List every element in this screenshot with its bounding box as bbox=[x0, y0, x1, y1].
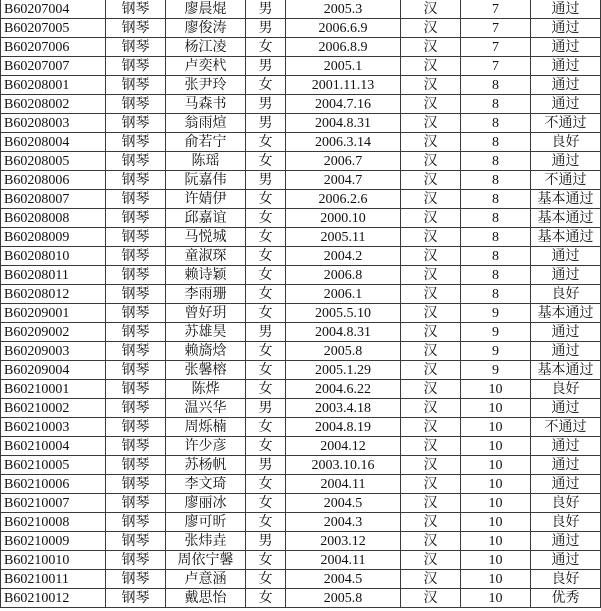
instrument-cell: 钢琴 bbox=[106, 133, 166, 152]
ethnicity-cell: 汉 bbox=[401, 570, 461, 589]
instrument-cell: 钢琴 bbox=[106, 532, 166, 551]
gender-cell: 男 bbox=[246, 95, 286, 114]
instrument-cell: 钢琴 bbox=[106, 114, 166, 133]
birthdate-cell: 2005.1 bbox=[286, 57, 401, 76]
table-row bbox=[1, 114, 601, 133]
exam-id-cell: B60208007 bbox=[1, 190, 106, 209]
level-cell: 10 bbox=[461, 551, 531, 570]
table-row bbox=[1, 266, 601, 285]
ethnicity-cell: 汉 bbox=[401, 437, 461, 456]
name-cell: 廖俊涛 bbox=[166, 19, 246, 38]
table-row bbox=[1, 399, 601, 418]
exam-id-cell: B60210011 bbox=[1, 570, 106, 589]
birthdate-cell: 2004.7.16 bbox=[286, 95, 401, 114]
birthdate-cell: 2005.3 bbox=[286, 0, 401, 19]
ethnicity-cell: 汉 bbox=[401, 152, 461, 171]
instrument-cell: 钢琴 bbox=[106, 190, 166, 209]
name-cell: 廖丽冰 bbox=[166, 494, 246, 513]
exam-id-cell: B60210005 bbox=[1, 456, 106, 475]
ethnicity-cell: 汉 bbox=[401, 532, 461, 551]
name-cell: 苏杨帆 bbox=[166, 456, 246, 475]
gender-cell: 女 bbox=[246, 152, 286, 171]
result-cell: 不通过 bbox=[531, 171, 601, 190]
ethnicity-cell: 汉 bbox=[401, 228, 461, 247]
table-row bbox=[1, 190, 601, 209]
result-cell: 良好 bbox=[531, 494, 601, 513]
birthdate-cell: 2006.7 bbox=[286, 152, 401, 171]
table-row bbox=[1, 494, 601, 513]
gender-cell: 男 bbox=[246, 171, 286, 190]
instrument-cell: 钢琴 bbox=[106, 152, 166, 171]
table-row bbox=[1, 304, 601, 323]
table-body bbox=[1, 0, 601, 608]
gender-cell: 女 bbox=[246, 475, 286, 494]
birthdate-cell: 2004.12 bbox=[286, 437, 401, 456]
birthdate-cell: 2004.5 bbox=[286, 494, 401, 513]
table-row bbox=[1, 589, 601, 608]
gender-cell: 男 bbox=[246, 456, 286, 475]
birthdate-cell: 2005.8 bbox=[286, 589, 401, 608]
exam-id-cell: B60209003 bbox=[1, 342, 106, 361]
table-row bbox=[1, 95, 601, 114]
gender-cell: 男 bbox=[246, 399, 286, 418]
name-cell: 杨江凌 bbox=[166, 38, 246, 57]
exam-id-cell: B60208005 bbox=[1, 152, 106, 171]
level-cell: 8 bbox=[461, 95, 531, 114]
birthdate-cell: 2004.5 bbox=[286, 570, 401, 589]
result-cell: 通过 bbox=[531, 266, 601, 285]
ethnicity-cell: 汉 bbox=[401, 247, 461, 266]
level-cell: 10 bbox=[461, 532, 531, 551]
gender-cell: 男 bbox=[246, 57, 286, 76]
instrument-cell: 钢琴 bbox=[106, 304, 166, 323]
gender-cell: 女 bbox=[246, 76, 286, 95]
level-cell: 10 bbox=[461, 456, 531, 475]
instrument-cell: 钢琴 bbox=[106, 589, 166, 608]
name-cell: 赖诗颖 bbox=[166, 266, 246, 285]
exam-id-cell: B60208010 bbox=[1, 247, 106, 266]
exam-id-cell: B60210009 bbox=[1, 532, 106, 551]
level-cell: 10 bbox=[461, 418, 531, 437]
result-cell: 基本通过 bbox=[531, 228, 601, 247]
ethnicity-cell: 汉 bbox=[401, 171, 461, 190]
birthdate-cell: 2004.8.19 bbox=[286, 418, 401, 437]
birthdate-cell: 2004.11 bbox=[286, 475, 401, 494]
gender-cell: 女 bbox=[246, 342, 286, 361]
name-cell: 陈瑶 bbox=[166, 152, 246, 171]
birthdate-cell: 2004.6.22 bbox=[286, 380, 401, 399]
table-row bbox=[1, 456, 601, 475]
table-row bbox=[1, 342, 601, 361]
birthdate-cell: 2000.10 bbox=[286, 209, 401, 228]
gender-cell: 女 bbox=[246, 570, 286, 589]
birthdate-cell: 2003.12 bbox=[286, 532, 401, 551]
level-cell: 8 bbox=[461, 133, 531, 152]
ethnicity-cell: 汉 bbox=[401, 133, 461, 152]
result-cell: 优秀 bbox=[531, 589, 601, 608]
gender-cell: 女 bbox=[246, 513, 286, 532]
ethnicity-cell: 汉 bbox=[401, 57, 461, 76]
ethnicity-cell: 汉 bbox=[401, 418, 461, 437]
result-cell: 良好 bbox=[531, 570, 601, 589]
birthdate-cell: 2004.8.31 bbox=[286, 114, 401, 133]
name-cell: 马森书 bbox=[166, 95, 246, 114]
instrument-cell: 钢琴 bbox=[106, 38, 166, 57]
ethnicity-cell: 汉 bbox=[401, 589, 461, 608]
name-cell: 周烁楠 bbox=[166, 418, 246, 437]
gender-cell: 女 bbox=[246, 190, 286, 209]
name-cell: 卢意涵 bbox=[166, 570, 246, 589]
name-cell: 廖可昕 bbox=[166, 513, 246, 532]
instrument-cell: 钢琴 bbox=[106, 266, 166, 285]
exam-id-cell: B60208011 bbox=[1, 266, 106, 285]
birthdate-cell: 2006.6.9 bbox=[286, 19, 401, 38]
name-cell: 李文琦 bbox=[166, 475, 246, 494]
name-cell: 苏雄昊 bbox=[166, 323, 246, 342]
instrument-cell: 钢琴 bbox=[106, 0, 166, 19]
gender-cell: 女 bbox=[246, 247, 286, 266]
exam-id-cell: B60210002 bbox=[1, 399, 106, 418]
birthdate-cell: 2003.4.18 bbox=[286, 399, 401, 418]
gender-cell: 女 bbox=[246, 133, 286, 152]
result-cell: 通过 bbox=[531, 475, 601, 494]
level-cell: 8 bbox=[461, 266, 531, 285]
table-row bbox=[1, 209, 601, 228]
result-cell: 良好 bbox=[531, 380, 601, 399]
instrument-cell: 钢琴 bbox=[106, 323, 166, 342]
exam-id-cell: B60210001 bbox=[1, 380, 106, 399]
birthdate-cell: 2006.8.9 bbox=[286, 38, 401, 57]
exam-id-cell: B60207007 bbox=[1, 57, 106, 76]
gender-cell: 女 bbox=[246, 361, 286, 380]
instrument-cell: 钢琴 bbox=[106, 551, 166, 570]
ethnicity-cell: 汉 bbox=[401, 494, 461, 513]
exam-id-cell: B60208002 bbox=[1, 95, 106, 114]
birthdate-cell: 2003.10.16 bbox=[286, 456, 401, 475]
exam-id-cell: B60210007 bbox=[1, 494, 106, 513]
table-row bbox=[1, 285, 601, 304]
name-cell: 赖旖焓 bbox=[166, 342, 246, 361]
table-row bbox=[1, 475, 601, 494]
result-cell: 通过 bbox=[531, 456, 601, 475]
ethnicity-cell: 汉 bbox=[401, 399, 461, 418]
exam-id-cell: B60210006 bbox=[1, 475, 106, 494]
table-row bbox=[1, 532, 601, 551]
level-cell: 7 bbox=[461, 19, 531, 38]
result-cell: 通过 bbox=[531, 95, 601, 114]
table-row bbox=[1, 228, 601, 247]
result-cell: 基本通过 bbox=[531, 209, 601, 228]
name-cell: 卢奕杙 bbox=[166, 57, 246, 76]
table-row bbox=[1, 133, 601, 152]
level-cell: 10 bbox=[461, 399, 531, 418]
name-cell: 戴思怡 bbox=[166, 589, 246, 608]
birthdate-cell: 2005.11 bbox=[286, 228, 401, 247]
exam-id-cell: B60210012 bbox=[1, 589, 106, 608]
ethnicity-cell: 汉 bbox=[401, 323, 461, 342]
exam-id-cell: B60209004 bbox=[1, 361, 106, 380]
gender-cell: 男 bbox=[246, 323, 286, 342]
ethnicity-cell: 汉 bbox=[401, 266, 461, 285]
ethnicity-cell: 汉 bbox=[401, 114, 461, 133]
ethnicity-cell: 汉 bbox=[401, 38, 461, 57]
exam-id-cell: B60207006 bbox=[1, 38, 106, 57]
table-row bbox=[1, 437, 601, 456]
gender-cell: 男 bbox=[246, 114, 286, 133]
instrument-cell: 钢琴 bbox=[106, 228, 166, 247]
birthdate-cell: 2004.8.31 bbox=[286, 323, 401, 342]
level-cell: 8 bbox=[461, 152, 531, 171]
gender-cell: 女 bbox=[246, 38, 286, 57]
result-cell: 通过 bbox=[531, 0, 601, 19]
instrument-cell: 钢琴 bbox=[106, 19, 166, 38]
name-cell: 温兴华 bbox=[166, 399, 246, 418]
instrument-cell: 钢琴 bbox=[106, 285, 166, 304]
name-cell: 许婧伊 bbox=[166, 190, 246, 209]
name-cell: 周依宁馨 bbox=[166, 551, 246, 570]
name-cell: 张尹玲 bbox=[166, 76, 246, 95]
ethnicity-cell: 汉 bbox=[401, 285, 461, 304]
table-row bbox=[1, 551, 601, 570]
table-row bbox=[1, 380, 601, 399]
name-cell: 张炜垚 bbox=[166, 532, 246, 551]
birthdate-cell: 2005.5.10 bbox=[286, 304, 401, 323]
result-cell: 基本通过 bbox=[531, 361, 601, 380]
level-cell: 7 bbox=[461, 57, 531, 76]
gender-cell: 女 bbox=[246, 589, 286, 608]
level-cell: 10 bbox=[461, 475, 531, 494]
instrument-cell: 钢琴 bbox=[106, 380, 166, 399]
gender-cell: 女 bbox=[246, 266, 286, 285]
instrument-cell: 钢琴 bbox=[106, 209, 166, 228]
instrument-cell: 钢琴 bbox=[106, 57, 166, 76]
exam-id-cell: B60208001 bbox=[1, 76, 106, 95]
name-cell: 马悦城 bbox=[166, 228, 246, 247]
ethnicity-cell: 汉 bbox=[401, 0, 461, 19]
gender-cell: 女 bbox=[246, 437, 286, 456]
table-row bbox=[1, 76, 601, 95]
birthdate-cell: 2006.1 bbox=[286, 285, 401, 304]
birthdate-cell: 2006.3.14 bbox=[286, 133, 401, 152]
name-cell: 邱嘉谊 bbox=[166, 209, 246, 228]
instrument-cell: 钢琴 bbox=[106, 456, 166, 475]
level-cell: 9 bbox=[461, 304, 531, 323]
level-cell: 10 bbox=[461, 513, 531, 532]
gender-cell: 女 bbox=[246, 228, 286, 247]
instrument-cell: 钢琴 bbox=[106, 570, 166, 589]
result-cell: 通过 bbox=[531, 247, 601, 266]
exam-id-cell: B60208003 bbox=[1, 114, 106, 133]
birthdate-cell: 2004.2 bbox=[286, 247, 401, 266]
name-cell: 许少彦 bbox=[166, 437, 246, 456]
result-cell: 通过 bbox=[531, 551, 601, 570]
result-cell: 通过 bbox=[531, 57, 601, 76]
gender-cell: 女 bbox=[246, 209, 286, 228]
birthdate-cell: 2005.1.29 bbox=[286, 361, 401, 380]
result-cell: 通过 bbox=[531, 342, 601, 361]
instrument-cell: 钢琴 bbox=[106, 361, 166, 380]
instrument-cell: 钢琴 bbox=[106, 95, 166, 114]
level-cell: 10 bbox=[461, 494, 531, 513]
name-cell: 翁雨煊 bbox=[166, 114, 246, 133]
birthdate-cell: 2006.8 bbox=[286, 266, 401, 285]
level-cell: 8 bbox=[461, 76, 531, 95]
result-cell: 通过 bbox=[531, 437, 601, 456]
instrument-cell: 钢琴 bbox=[106, 475, 166, 494]
name-cell: 李雨珊 bbox=[166, 285, 246, 304]
level-cell: 8 bbox=[461, 190, 531, 209]
birthdate-cell: 2004.11 bbox=[286, 551, 401, 570]
exam-id-cell: B60208004 bbox=[1, 133, 106, 152]
exam-id-cell: B60208006 bbox=[1, 171, 106, 190]
exam-id-cell: B60210008 bbox=[1, 513, 106, 532]
ethnicity-cell: 汉 bbox=[401, 190, 461, 209]
name-cell: 廖晨焜 bbox=[166, 0, 246, 19]
gender-cell: 男 bbox=[246, 532, 286, 551]
table-row bbox=[1, 418, 601, 437]
ethnicity-cell: 汉 bbox=[401, 95, 461, 114]
name-cell: 童淑琛 bbox=[166, 247, 246, 266]
instrument-cell: 钢琴 bbox=[106, 342, 166, 361]
exam-id-cell: B60207004 bbox=[1, 0, 106, 19]
gender-cell: 男 bbox=[246, 19, 286, 38]
ethnicity-cell: 汉 bbox=[401, 380, 461, 399]
instrument-cell: 钢琴 bbox=[106, 418, 166, 437]
ethnicity-cell: 汉 bbox=[401, 342, 461, 361]
result-cell: 通过 bbox=[531, 76, 601, 95]
exam-id-cell: B60210003 bbox=[1, 418, 106, 437]
name-cell: 陈烨 bbox=[166, 380, 246, 399]
level-cell: 9 bbox=[461, 323, 531, 342]
result-cell: 不通过 bbox=[531, 418, 601, 437]
ethnicity-cell: 汉 bbox=[401, 475, 461, 494]
result-cell: 良好 bbox=[531, 133, 601, 152]
exam-id-cell: B60208008 bbox=[1, 209, 106, 228]
instrument-cell: 钢琴 bbox=[106, 247, 166, 266]
result-cell: 良好 bbox=[531, 513, 601, 532]
table-row bbox=[1, 0, 601, 19]
name-cell: 张馨榕 bbox=[166, 361, 246, 380]
level-cell: 10 bbox=[461, 570, 531, 589]
table-row bbox=[1, 38, 601, 57]
table-row bbox=[1, 361, 601, 380]
result-cell: 通过 bbox=[531, 19, 601, 38]
gender-cell: 女 bbox=[246, 380, 286, 399]
result-cell: 基本通过 bbox=[531, 190, 601, 209]
level-cell: 8 bbox=[461, 228, 531, 247]
result-cell: 通过 bbox=[531, 532, 601, 551]
table-row bbox=[1, 19, 601, 38]
name-cell: 阮嘉伟 bbox=[166, 171, 246, 190]
level-cell: 10 bbox=[461, 437, 531, 456]
level-cell: 10 bbox=[461, 589, 531, 608]
table-row bbox=[1, 171, 601, 190]
table-row bbox=[1, 247, 601, 266]
name-cell: 曾好玥 bbox=[166, 304, 246, 323]
gender-cell: 女 bbox=[246, 285, 286, 304]
gender-cell: 女 bbox=[246, 304, 286, 323]
level-cell: 8 bbox=[461, 171, 531, 190]
level-cell: 9 bbox=[461, 342, 531, 361]
birthdate-cell: 2004.3 bbox=[286, 513, 401, 532]
level-cell: 8 bbox=[461, 247, 531, 266]
level-cell: 7 bbox=[461, 38, 531, 57]
result-cell: 通过 bbox=[531, 323, 601, 342]
result-cell: 基本通过 bbox=[531, 304, 601, 323]
level-cell: 8 bbox=[461, 114, 531, 133]
exam-id-cell: B60208012 bbox=[1, 285, 106, 304]
ethnicity-cell: 汉 bbox=[401, 361, 461, 380]
table-row bbox=[1, 323, 601, 342]
ethnicity-cell: 汉 bbox=[401, 456, 461, 475]
exam-id-cell: B60209001 bbox=[1, 304, 106, 323]
table-row bbox=[1, 152, 601, 171]
result-cell: 不通过 bbox=[531, 114, 601, 133]
result-cell: 良好 bbox=[531, 285, 601, 304]
name-cell: 俞若宁 bbox=[166, 133, 246, 152]
instrument-cell: 钢琴 bbox=[106, 399, 166, 418]
birthdate-cell: 2001.11.13 bbox=[286, 76, 401, 95]
ethnicity-cell: 汉 bbox=[401, 209, 461, 228]
birthdate-cell: 2005.8 bbox=[286, 342, 401, 361]
table-row bbox=[1, 513, 601, 532]
birthdate-cell: 2006.2.6 bbox=[286, 190, 401, 209]
exam-id-cell: B60210004 bbox=[1, 437, 106, 456]
ethnicity-cell: 汉 bbox=[401, 513, 461, 532]
result-cell: 通过 bbox=[531, 399, 601, 418]
level-cell: 8 bbox=[461, 209, 531, 228]
gender-cell: 女 bbox=[246, 418, 286, 437]
gender-cell: 女 bbox=[246, 494, 286, 513]
instrument-cell: 钢琴 bbox=[106, 171, 166, 190]
exam-id-cell: B60207005 bbox=[1, 19, 106, 38]
result-cell: 通过 bbox=[531, 38, 601, 57]
gender-cell: 男 bbox=[246, 0, 286, 19]
instrument-cell: 钢琴 bbox=[106, 494, 166, 513]
level-cell: 10 bbox=[461, 380, 531, 399]
ethnicity-cell: 汉 bbox=[401, 76, 461, 95]
table-row bbox=[1, 570, 601, 589]
level-cell: 9 bbox=[461, 361, 531, 380]
gender-cell: 女 bbox=[246, 551, 286, 570]
ethnicity-cell: 汉 bbox=[401, 551, 461, 570]
exam-id-cell: B60208009 bbox=[1, 228, 106, 247]
level-cell: 8 bbox=[461, 285, 531, 304]
result-cell: 通过 bbox=[531, 152, 601, 171]
exam-id-cell: B60210010 bbox=[1, 551, 106, 570]
exam-id-cell: B60209002 bbox=[1, 323, 106, 342]
instrument-cell: 钢琴 bbox=[106, 437, 166, 456]
birthdate-cell: 2004.7 bbox=[286, 171, 401, 190]
ethnicity-cell: 汉 bbox=[401, 19, 461, 38]
table-row bbox=[1, 57, 601, 76]
ethnicity-cell: 汉 bbox=[401, 304, 461, 323]
instrument-cell: 钢琴 bbox=[106, 513, 166, 532]
instrument-cell: 钢琴 bbox=[106, 76, 166, 95]
level-cell: 7 bbox=[461, 0, 531, 19]
